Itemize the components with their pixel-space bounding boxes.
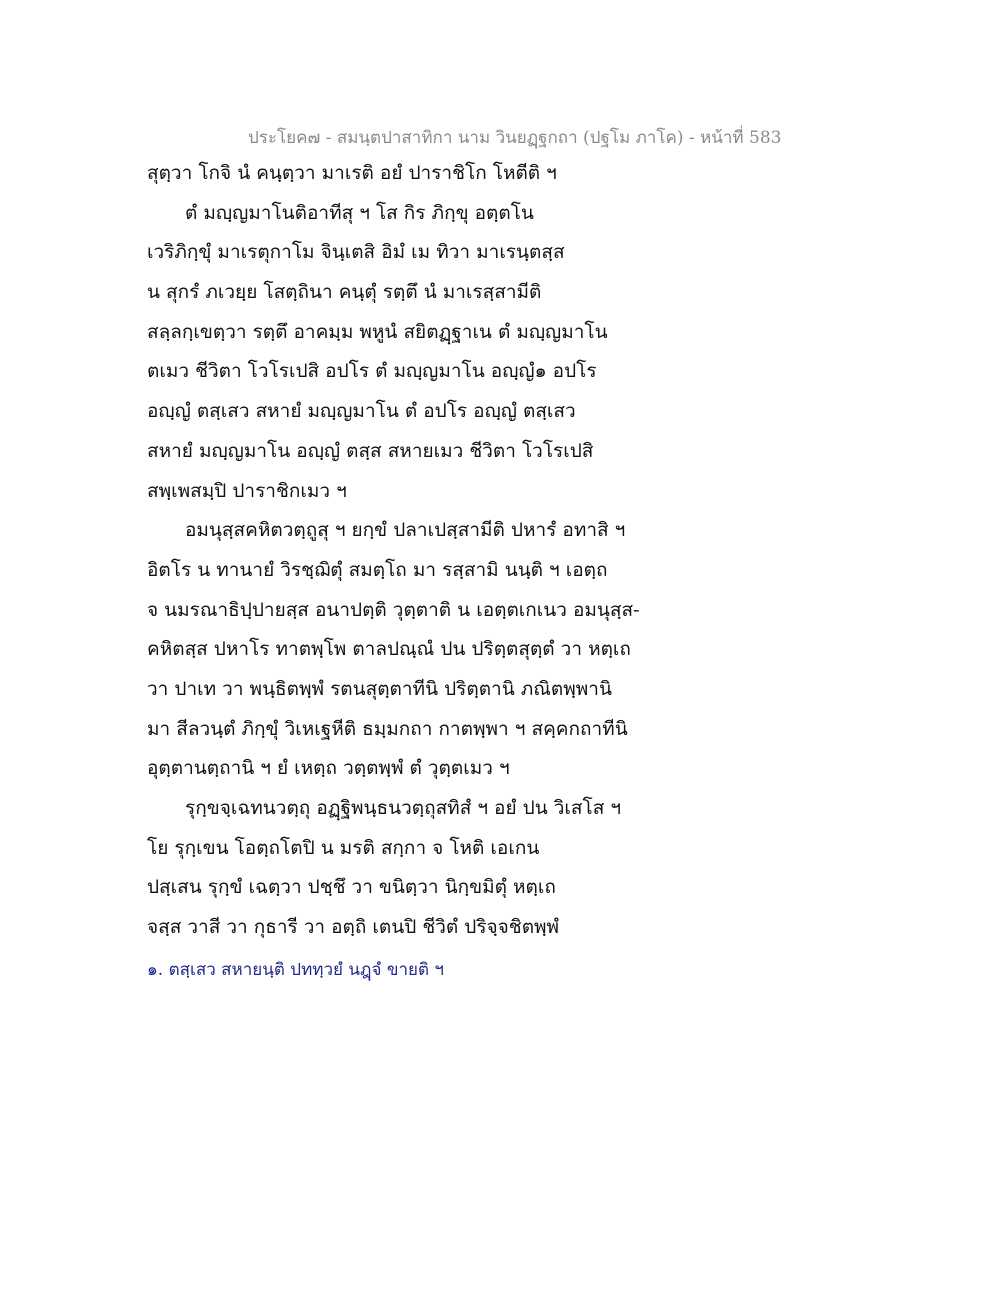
- text-line: ปสฺเสน รุกฺขํ เฉตฺวา ปชฺชึ วา ขนิตฺวา นิกฺขมิตุํ หตฺเถ: [147, 876, 556, 899]
- text-line: รุกฺขจฺเฉทนวตฺถุ อฏฺฐิพนฺธนวตฺถุสทิสํ ฯ อยํ ปน วิเสโส ฯ: [185, 797, 621, 819]
- running-header: ประโยค๗ - สมนฺตปาสาทิกา นาม วินยฏฺฐกถา (ปฐโม ภาโค) - หน้าที่ 583: [248, 128, 782, 148]
- text-line: จ นมรณาธิปฺปายสฺส อนาปตฺติ วุตฺตาติ น เอตฺตเกเนว อมนุสฺส-: [147, 598, 640, 621]
- text-line: ตเมว ชีวิตา โวโรเปสิ อปโร ตํ มญฺญมาโน อญฺญํ๑ อปโร: [147, 360, 597, 383]
- text-line: มา สีลวนฺตํ ภิกฺขุํ วิเหเฐหีติ ธมฺมกถา กาตพฺพา ฯ สคฺคกถาทีนิ: [147, 717, 628, 740]
- text-line: อญฺญํ ตสฺเสว สหายํ มญฺญมาโน ตํ อปโร อญฺญํ ตสฺเสว: [147, 400, 576, 423]
- text-line: อิตโร น ทานายํ วิรชฺฌิตุํ สมตฺโถ มา รสฺสามิ นนฺติ ฯ เอตฺถ: [147, 558, 608, 581]
- text-line: สลฺลกฺเขตฺวา รตฺตึ อาคมฺม พหูนํ สยิตฏฺฐาเน ตํ มญฺญมาโน: [147, 320, 608, 343]
- text-line: สหายํ มญฺญมาโน อญฺญํ ตสฺส สหายเมว ชีวิตา โวโรเปสิ: [147, 439, 594, 462]
- text-line: สพฺเพสมฺปิ ปาราชิกเมว ฯ: [147, 479, 347, 502]
- text-line: โย รุกฺเขน โอตฺถโตปิ น มรติ สกฺกา จ โหติ เอเกน: [147, 836, 540, 859]
- text-line: สุตฺวา โกจิ นํ คนฺตฺวา มาเรติ อยํ ปาราชิโก โหตีติ ฯ: [147, 162, 557, 184]
- text-line: วา ปาเท วา พนฺธิตพฺพํ รตนสุตฺตาทีนิ ปริตฺตานิ ภณิตพฺพานิ: [147, 677, 612, 700]
- text-line: อมนุสฺสคหิตวตฺถูสุ ฯ ยกฺขํ ปลาเปสฺสามีติ ปหารํ อทาสิ ฯ: [185, 519, 626, 542]
- footnote: ๑. ตสฺเสว สหายนฺติ ปททฺวยํ นฎฺจํ ขายติ ฯ: [147, 960, 444, 980]
- text-line: จสฺส วาสี วา กุธารี วา อตฺถิ เตนปิ ชีวิตํ ปริจฺจชิตพฺพํ: [147, 916, 560, 939]
- text-line: อุตฺตานตฺถานิ ฯ ยํ เหตฺถ วตฺตพฺพํ ตํ วุตฺตเมว ฯ: [147, 757, 510, 780]
- text-line: น สุกรํ ภเวยฺย โสตฺถินา คนฺตุํ รตฺตึ นํ มาเรสฺสามีติ: [147, 281, 542, 304]
- text-line: ตํ มญฺญมาโนติอาทีสุ ฯ โส กิร ภิกฺขุ อตฺตโน: [185, 201, 534, 224]
- text-line: คหิตสฺส ปหาโร ทาตพฺโพ ตาลปณฺณํ ปน ปริตฺตสุตฺตํ วา หตฺเถ: [147, 638, 631, 661]
- text-line: เวริภิกฺขุํ มาเรตุกาโม จินฺเตสิ อิมํ เม ทิวา มาเรนฺตสฺส: [147, 241, 565, 264]
- body-text: [147, 154, 667, 948]
